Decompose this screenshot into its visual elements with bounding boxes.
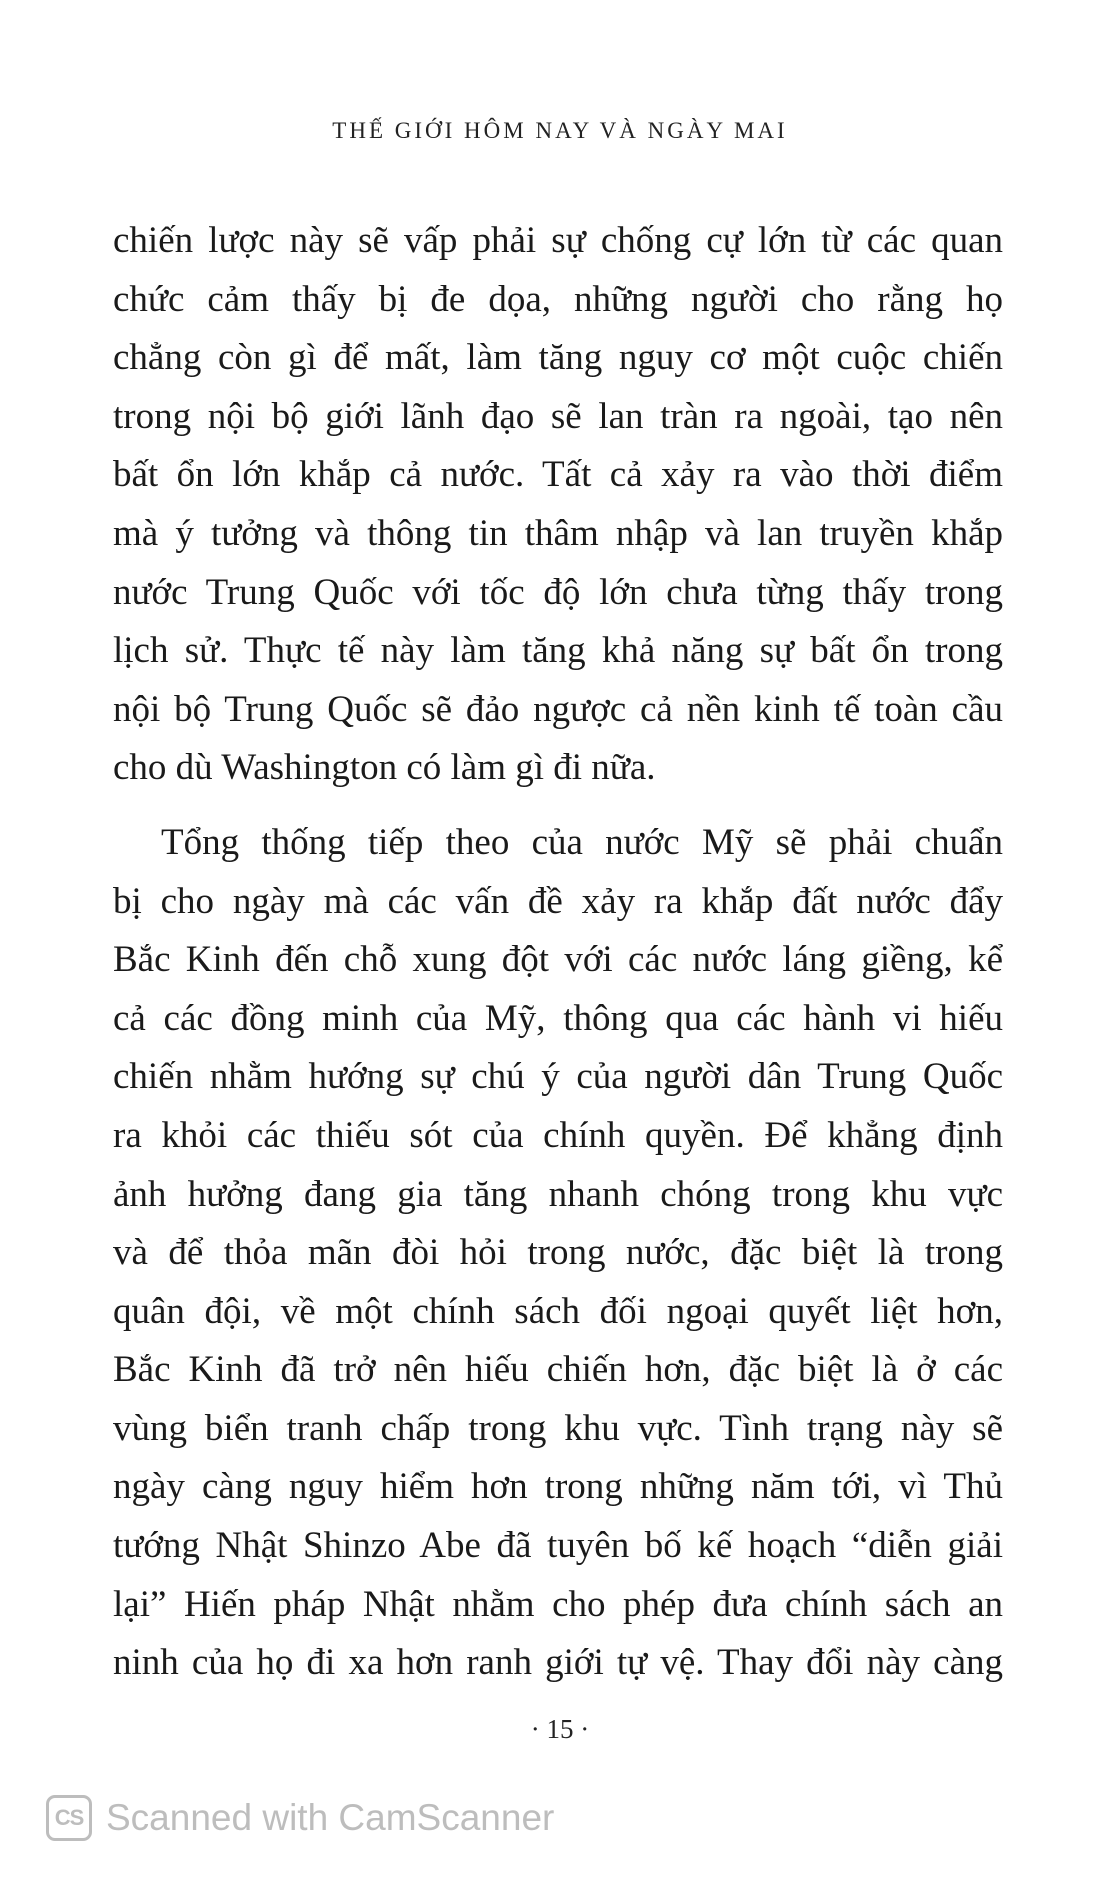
text-line: bất ổn lớn khắp cả nước. Tất cả xảy ra vào thời điểm: [113, 454, 1003, 496]
text-line: ảnh hưởng đang gia tăng nhanh chóng trong khu vực: [113, 1173, 1003, 1215]
text-line: ngày càng nguy hiểm hơn trong những năm tới, vì Thủ: [113, 1466, 1003, 1508]
text-line: chiến lược này sẽ vấp phải sự chống cự lớn từ các quan: [113, 220, 1003, 261]
text-line: mà ý tưởng và thông tin thâm nhập và lan truyền khắp: [113, 512, 1003, 554]
body-text: [113, 212, 1003, 1693]
text-line: chức cảm thấy bị đe dọa, những người cho rằng họ: [113, 278, 1003, 320]
camscanner-watermark: [46, 1790, 554, 1846]
paragraph-1: [113, 212, 1003, 798]
camscanner-logo-icon: [46, 1795, 92, 1841]
text-line: lịch sử. Thực tế này làm tăng khả năng sự bất ổn trong: [113, 630, 1003, 672]
text-line: ninh của họ đi xa hơn ranh giới tự vệ. Thay đổi này càng: [113, 1642, 1003, 1684]
text-line: trong nội bộ giới lãnh đạo sẽ lan tràn ra ngoài, tạo nên: [113, 395, 1003, 437]
text-line: chiến nhằm hướng sự chú ý của người dân Trung Quốc: [113, 1056, 1003, 1098]
text-line: chẳng còn gì để mất, làm tăng nguy cơ một cuộc chiến: [113, 337, 1003, 379]
text-line: Tổng thống tiếp theo của nước Mỹ sẽ phải chuẩn: [161, 821, 1003, 863]
text-line: quân đội, về một chính sách đối ngoại quyết liệt hơn,: [113, 1290, 1003, 1332]
text-line: cả các đồng minh của Mỹ, thông qua các hành vi hiếu: [113, 997, 1003, 1039]
text-line: bị cho ngày mà các vấn đề xảy ra khắp đất nước đẩy: [113, 880, 1003, 922]
text-line: lại” Hiến pháp Nhật nhằm cho phép đưa chính sách an: [113, 1583, 1003, 1625]
text-line: nước Trung Quốc với tốc độ lớn chưa từng thấy trong: [113, 571, 1003, 613]
watermark-text: Scanned with CamScanner: [106, 1797, 555, 1838]
camscanner-logo-text: CS: [54, 1805, 84, 1830]
text-line: nội bộ Trung Quốc sẽ đảo ngược cả nền kinh tế toàn cầu: [113, 688, 1003, 730]
page-number: · 15 ·: [530, 1714, 590, 1744]
text-line: tướng Nhật Shinzo Abe đã tuyên bố kế hoạch “diễn giải: [113, 1525, 1003, 1567]
text-line: cho dù Washington có làm gì đi nữa.: [113, 747, 656, 789]
text-line: và để thỏa mãn đòi hỏi trong nước, đặc biệt là trong: [113, 1232, 1003, 1274]
paragraph-2: [113, 814, 1003, 1693]
text-line: vùng biển tranh chấp trong khu vực. Tình trạng này sẽ: [113, 1407, 1003, 1449]
text-line: ra khỏi các thiếu sót của chính quyền. Để khẳng định: [113, 1114, 1003, 1156]
text-line: Bắc Kinh đã trở nên hiếu chiến hơn, đặc biệt là ở các: [113, 1349, 1003, 1391]
paragraph-spacer: [113, 798, 1003, 814]
running-header: THẾ GIỚI HÔM NAY VÀ NGÀY MAI: [332, 118, 788, 143]
text-line: Bắc Kinh đến chỗ xung đột với các nước láng giềng, kể: [113, 939, 1003, 981]
